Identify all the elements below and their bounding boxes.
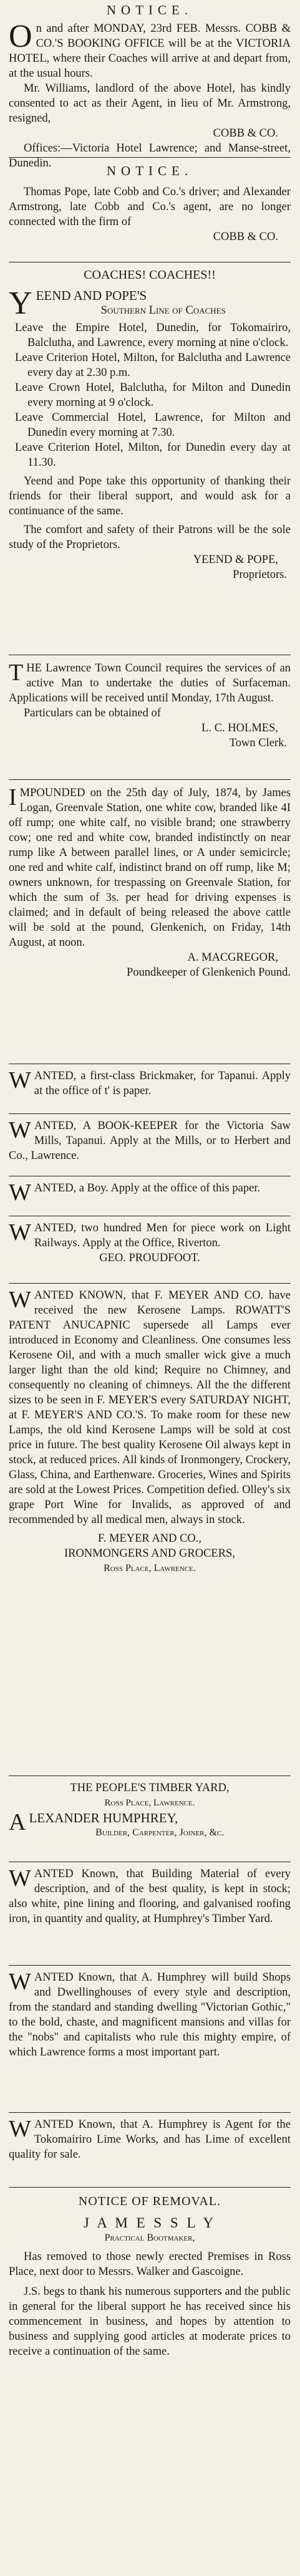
wanted-body: ANTED, A BOOK-KEEPER for the Victoria Saw Mills, Tapanui. Apply at the Mills, or to Herbert and Co., Lawrence.: [9, 1120, 291, 1162]
wanted-body: ANTED Known, that A. Humphrey is Agent for the Tokomairiro Lime Works, and has Lime of excellent quality for sale.: [9, 2118, 291, 2161]
wanted-ad: [9, 1221, 291, 1266]
wanted-ad: [9, 2117, 291, 2162]
signature-title: Town Clerk.: [229, 737, 287, 749]
signature: COBB & CO.: [213, 127, 278, 140]
removal-heading: NOTICE OF REMOVAL.: [78, 2194, 221, 2208]
removal-ad: [9, 2216, 291, 2359]
pope-notice: [9, 185, 291, 244]
wanted-ad: [9, 1118, 291, 1163]
meyer-sig: F. MEYER AND CO.,: [97, 1532, 202, 1545]
cobb-notice: [9, 21, 291, 171]
divider: [9, 2187, 291, 2188]
impounded-ad: [9, 786, 291, 980]
timber-trade: Builder, Carpenter, Joiner, &c.: [95, 1827, 225, 1838]
meyer-ad: [9, 1288, 291, 1576]
drop-cap: T: [9, 660, 24, 686]
signature: A. MACGREGOR,: [187, 951, 278, 964]
wanted-ad: [9, 1069, 291, 1098]
meyer-trade: IRONMONGERS AND GROCERS,: [64, 1547, 235, 1560]
drop-cap: I: [9, 784, 17, 810]
coach-title: EEND AND POPE'S: [36, 288, 147, 303]
coach-subtitle: Southern Line of Coaches: [100, 304, 226, 317]
divider: [9, 1113, 291, 1114]
wanted-body: ANTED Known, that A. Humphrey will build Shops and Dwellinghouses of every style and description, from the standard and standing dwelling "Victorian Gothic," to the bold, chaste, and magnificent mansions and villas for the "nobs" and capitalists who rule this mighty empire, of which Lawrence forms a most important part.: [9, 1971, 291, 2059]
coach-thanks: Yeend and Pope take this opportunity of thanking their friends for their liberal support, and would ask for a continuance of the same.: [9, 475, 291, 517]
council-body: HE Lawrence Town Council requires the services of an active Man to undertake the duties of Surfaceman. Applications will be received until Monday, 17th August.: [9, 662, 291, 704]
signature: COBB & CO.: [213, 231, 278, 243]
timber-ad: [9, 1781, 291, 1840]
impounded-body: MPOUNDED on the 25th day of July, 1874, by James Logan, Greenvale Station, one white cow, branded like 4I off rump; one white calf, no visible brand; one strawberry cow; one red and white cow, branded indistinctly on near rump like A between parallel lines, or A under semicircle; one red and white calf, indistinct brand on off rump, like M; owners unknown, for trespassing on Greenvale Station, for which the sum of 3s. per head for driving expenses is claimed; and in default of being released the above cattle will be sold at the pound, Glenkenich, on Friday, 14th August, at noon.: [9, 787, 291, 949]
removal-body: Has removed to those newly erected Premises in Ross Place, next door to Messrs. Walker and Gascoigne.: [9, 2251, 291, 2278]
drop-cap: W: [9, 1969, 31, 1995]
coach-line: Leave Criterion Hotel, Milton, for Dunedin every day at 11.30.: [15, 441, 291, 469]
wanted-body: ANTED, a Boy. Apply at the office of this paper.: [34, 1182, 261, 1194]
drop-cap: A: [9, 1809, 26, 1835]
drop-cap: W: [9, 1287, 31, 1313]
coach-line: Leave Commercial Hotel, Lawrence, for Milton and Dunedin every morning at 7.30.: [15, 411, 291, 439]
coach-line: Leave Crown Hotel, Balclutha, for Milton and Dunedin every morning at 9 o'clock.: [15, 382, 291, 409]
coaches-ad: [9, 288, 291, 582]
notice-body: n and after MONDAY, 23rd FEB. Messrs. COBB & CO.'S BOOKING OFFICE will be at the VICTORIA HOTEL, where their Coaches will arrive at and depart from, at the usual hours.: [9, 22, 291, 80]
drop-cap: O: [9, 19, 32, 54]
timber-heading: THE PEOPLE'S TIMBER YARD,: [70, 1782, 230, 1794]
timber-address: Ross Place, Lawrence.: [104, 1798, 195, 1808]
coach-line: Leave Criterion Hotel, Milton, for Balclutha and Lawrence every day at 2.30 p.m.: [15, 352, 291, 379]
notice-body-2: Mr. Williams, landlord of the above Hotel, has kindly consented to act as their Agent, in lieu of Mr. Armstrong, resigned,: [9, 82, 291, 125]
drop-cap: W: [9, 1219, 31, 1246]
drop-cap: W: [9, 1180, 31, 1206]
coach-comfort: The comfort and safety of their Patrons will be the sole study of the Proprietors.: [9, 524, 291, 551]
signature: GEO. PROUDFOOT.: [99, 1252, 200, 1264]
drop-cap: Y: [9, 286, 32, 321]
divider: [9, 157, 291, 158]
coach-line: Leave the Empire Hotel, Dunedin, for Tokomairiro, Balclutha, and Lawrence, every morning at nine o'clock.: [15, 322, 291, 349]
removal-trade: Practical Bootmaker,: [104, 2232, 195, 2243]
meyer-body: ANTED KNOWN, that F. MEYER AND CO. have received the new Kerosene Lamps. ROWATT'S PATENT ANUCAPNIC supersede all Lamps ever introduced in Economy and Cleanliness. One consumes less Kerosene Oil, and with a much smaller wick give a much larger light than the old kind; Require no Chimney, and consequently no cleaning of chimneys. All the the different sizes to be seen in F. MEYER'S every SATURDAY NIGHT, at F. MEYER'S AND CO.'S. To make room for these new Lamps, the old kind Kerosene Lamps will be sold at cost price in future. The best quality Kerosene Oil always kept in stock, at reduced prices. All kinds of Ironmongery, Crockery, Glass, China, and Earthenware. Groceries, Wines and Spirits are sold at the Lowest Prices. Competition defied. Olley's six grape Port Wine for Invalids, as approved of and recommended by all medical men, always in stock.: [9, 1289, 291, 1526]
wanted-body: ANTED, a first-class Brickmaker, for Tapanui. Apply at the office of t' is paper.: [34, 1070, 291, 1097]
removal-body-2: J.S. begs to thank his numerous supporters and the public in general for the liberal support he has received since his commencement in business, and hopes by attention to business and supplying good articles at moderate prices to receive a continuation of the same.: [9, 2285, 291, 2358]
notice-heading: NOTICE.: [106, 163, 193, 178]
notice-heading: NOTICE.: [106, 2, 193, 17]
council-particulars: Particulars can be obtained of: [24, 707, 161, 719]
drop-cap: W: [9, 1067, 31, 1093]
wanted-body: ANTED Known, that Building Material of every description, and of the best quality, is kept in stock; also white, pine lining and flooring, and galvanised roofing iron, in quantity and quality, at Humphrey's Timber Yard.: [9, 1868, 291, 1925]
meyer-address: Ross Place, Lawrence.: [104, 1563, 196, 1574]
signature: L. C. HOLMES,: [201, 722, 278, 734]
council-ad: [9, 661, 291, 751]
drop-cap: W: [9, 2116, 31, 2142]
signature-title: Proprietors.: [233, 569, 287, 581]
divider: [9, 1965, 291, 1966]
removal-name: J A M E S S L Y: [83, 2215, 216, 2231]
coaches-heading: COACHES! COACHES!!: [84, 268, 216, 282]
divider: [9, 1283, 291, 1284]
timber-name: LEXANDER HUMPHREY,: [29, 1810, 178, 1825]
notice-body: Thomas Pope, late Cobb and Co.'s driver; and Alexander Armstrong, late Cobb and Co.'s agent, are no longer connected with the firm of: [9, 186, 291, 228]
drop-cap: W: [9, 1865, 31, 1891]
wanted-ad: [9, 1970, 291, 2060]
drop-cap: W: [9, 1117, 31, 1143]
divider: [9, 2112, 291, 2113]
signature: YEEND & POPE,: [193, 554, 278, 566]
wanted-ad: [9, 1180, 291, 1206]
wanted-ad: [9, 1867, 291, 1926]
divider: [9, 779, 291, 780]
signature-title: Poundkeeper of Glenkenich Pound.: [126, 966, 291, 979]
offices-line: Offices:—Victoria Hotel Lawrence; and Manse-street, Dunedin.: [9, 142, 291, 170]
wanted-body: ANTED, two hundred Men for piece work on Light Railways. Apply at the Office, Riverton.: [34, 1222, 291, 1249]
